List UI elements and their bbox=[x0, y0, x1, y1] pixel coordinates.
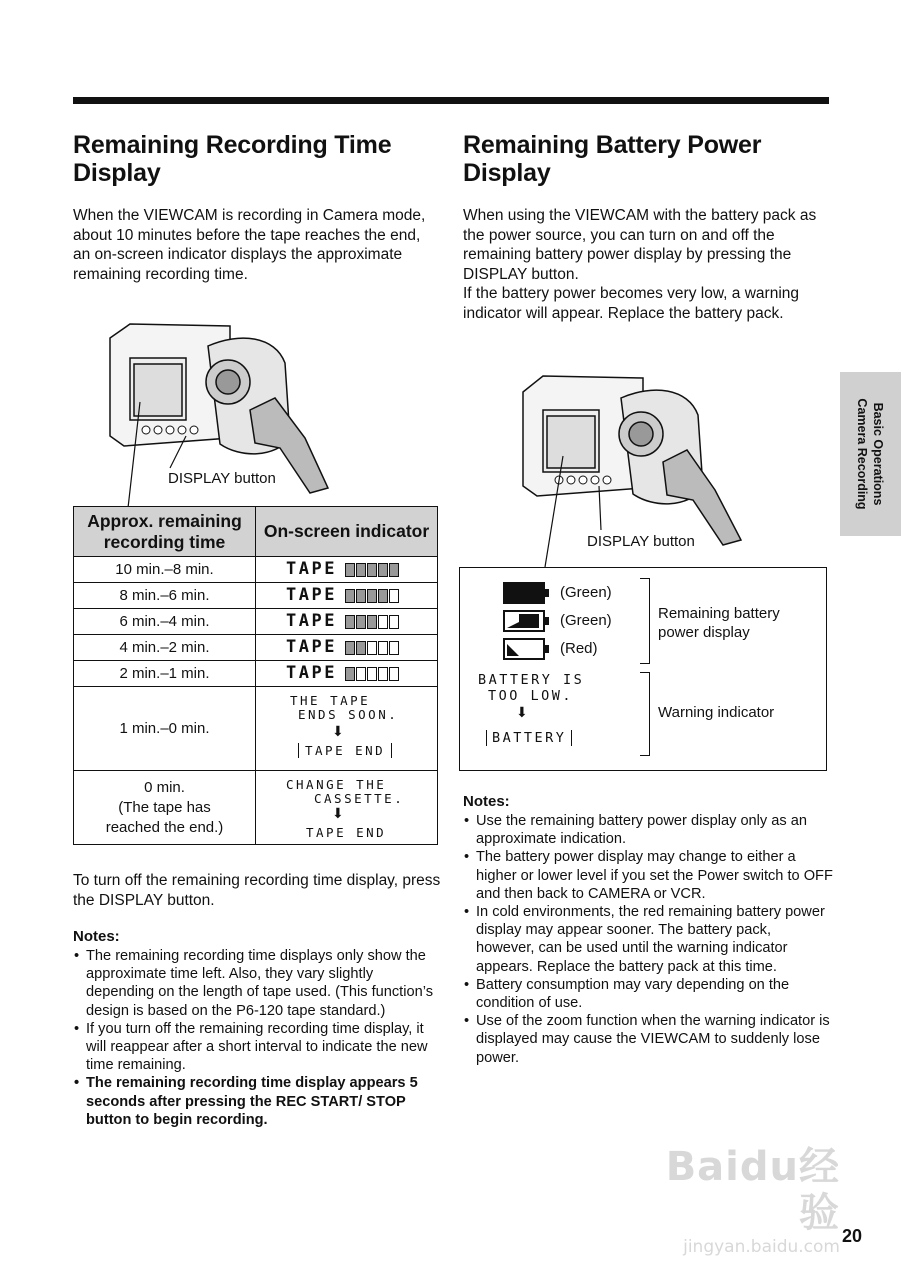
right-heading: Remaining Battery Power Display bbox=[463, 131, 762, 187]
baidu-watermark bbox=[640, 1144, 840, 1257]
tape-bars bbox=[345, 560, 400, 580]
col-header-indicator: On-screen indicator bbox=[256, 507, 438, 557]
right-intro: When using the VIEWCAM with the battery pack as the power source, you can turn on and off the remaining battery power display by pressing the DISPLAY button. If the battery power becomes very low, a warning indicator will appear. Replace the battery pack. bbox=[463, 207, 817, 322]
table-row-time: 10 min.–8 min. bbox=[74, 557, 256, 583]
bracket bbox=[640, 672, 650, 756]
battery-full-icon bbox=[503, 582, 545, 604]
note-item: • If you turn off the remaining recording time display, it will reappear after a short interval to indicate the new time remaining. bbox=[73, 1020, 443, 1075]
watermark-url: jingyan.baidu.com bbox=[683, 1237, 840, 1257]
remaining-time-table bbox=[73, 506, 438, 845]
note-item: • The remaining recording time displays only show the approximate time left. Also, they vary slightly depending on the length of tape used. (This function’s design is based on the P6-120 tape standard.) bbox=[73, 947, 443, 1020]
warning-line1: BATTERY IS bbox=[478, 672, 585, 688]
right-display-button-label: DISPLAY button bbox=[587, 533, 695, 550]
battery-half-icon bbox=[503, 610, 545, 632]
note-item: • The battery power display may change to either a higher or lower level if you set the Power switch to OFF and then back to CAMERA or VCR. bbox=[463, 848, 833, 903]
table-row-indicator: TAPE bbox=[256, 635, 438, 661]
left-intro: When the VIEWCAM is recording in Camera mode, about 10 minutes before the tape reaches the end, an on-screen indicator displays the approximate remaining recording time. bbox=[73, 207, 426, 283]
tape-bars bbox=[345, 638, 400, 658]
green-label: (Green) bbox=[560, 612, 612, 629]
left-display-button-label: DISPLAY button bbox=[168, 470, 276, 487]
table-row-time: 6 min.–4 min. bbox=[74, 609, 256, 635]
top-rule bbox=[73, 97, 829, 104]
right-notes-title: Notes: bbox=[463, 793, 510, 810]
green-label: (Green) bbox=[560, 584, 612, 601]
section-side-text: Basic Operations Camera Recording bbox=[855, 398, 885, 510]
warning-line2: TOO LOW. bbox=[488, 688, 574, 704]
arrow-down-icon: ⬇ bbox=[332, 805, 344, 821]
note-item: • Battery consumption may vary depending on the condition of use. bbox=[463, 976, 833, 1012]
tape-bars bbox=[345, 612, 400, 632]
right-notes bbox=[463, 793, 833, 1067]
battery-indicator-box bbox=[459, 567, 827, 771]
warning-indicator-label: Warning indicator bbox=[658, 704, 775, 721]
tape-bars bbox=[345, 664, 400, 684]
table-row-time: 2 min.–1 min. bbox=[74, 661, 256, 687]
battery-flash: BATTERY bbox=[486, 730, 572, 746]
remaining-battery-label: Remaining battery power display bbox=[658, 605, 780, 641]
left-notes-title: Notes: bbox=[73, 928, 120, 945]
table-row-time: 1 min.–0 min. bbox=[74, 687, 256, 771]
note-item: • In cold environments, the red remaining battery power display may appear sooner. The battery pack, however, can be used until the warning indicator appears. Replace the battery pack at this time. bbox=[463, 903, 833, 976]
table-row-indicator: CHANGE THE CASSETTE. ⬇ TAPE END bbox=[256, 771, 438, 845]
table-row-indicator: TAPE bbox=[256, 609, 438, 635]
left-turnoff-text: To turn off the remaining recording time display, press the DISPLAY button. bbox=[73, 872, 441, 909]
left-notes bbox=[73, 928, 443, 1129]
note-item: • Use of the zoom function when the warning indicator is displayed may cause the VIEWCAM to suddenly lose power. bbox=[463, 1012, 833, 1067]
table-row-time: 4 min.–2 min. bbox=[74, 635, 256, 661]
battery-low-icon bbox=[503, 638, 545, 660]
left-heading: Remaining Recording Time Display bbox=[73, 131, 392, 187]
watermark-logo: Baidu经验 bbox=[665, 1144, 840, 1236]
table-row-time: 8 min.–6 min. bbox=[74, 583, 256, 609]
arrow-down-icon: ⬇ bbox=[332, 723, 344, 739]
table-row-time: 0 min. (The tape has reached the end.) bbox=[74, 771, 256, 845]
note-item: • Use the remaining battery power display only as an approximate indication. bbox=[463, 812, 833, 848]
table-row-indicator: THE TAPE ENDS SOON. ⬇ TAPE END bbox=[256, 687, 438, 771]
page-number: 20 bbox=[842, 1226, 863, 1246]
col-header-time: Approx. remaining recording time bbox=[74, 507, 256, 557]
table-row-indicator: TAPE bbox=[256, 557, 438, 583]
note-item: • The remaining recording time display appears 5 seconds after pressing the REC START/ STOP button to begin recording. bbox=[73, 1074, 443, 1129]
tape-bars bbox=[345, 586, 400, 606]
bracket bbox=[640, 578, 650, 664]
table-row-indicator: TAPE bbox=[256, 583, 438, 609]
table-row-indicator: TAPE bbox=[256, 661, 438, 687]
tape-end-flash: TAPE END bbox=[298, 743, 392, 758]
red-label: (Red) bbox=[560, 640, 598, 657]
arrow-down-icon: ⬇ bbox=[516, 704, 528, 720]
